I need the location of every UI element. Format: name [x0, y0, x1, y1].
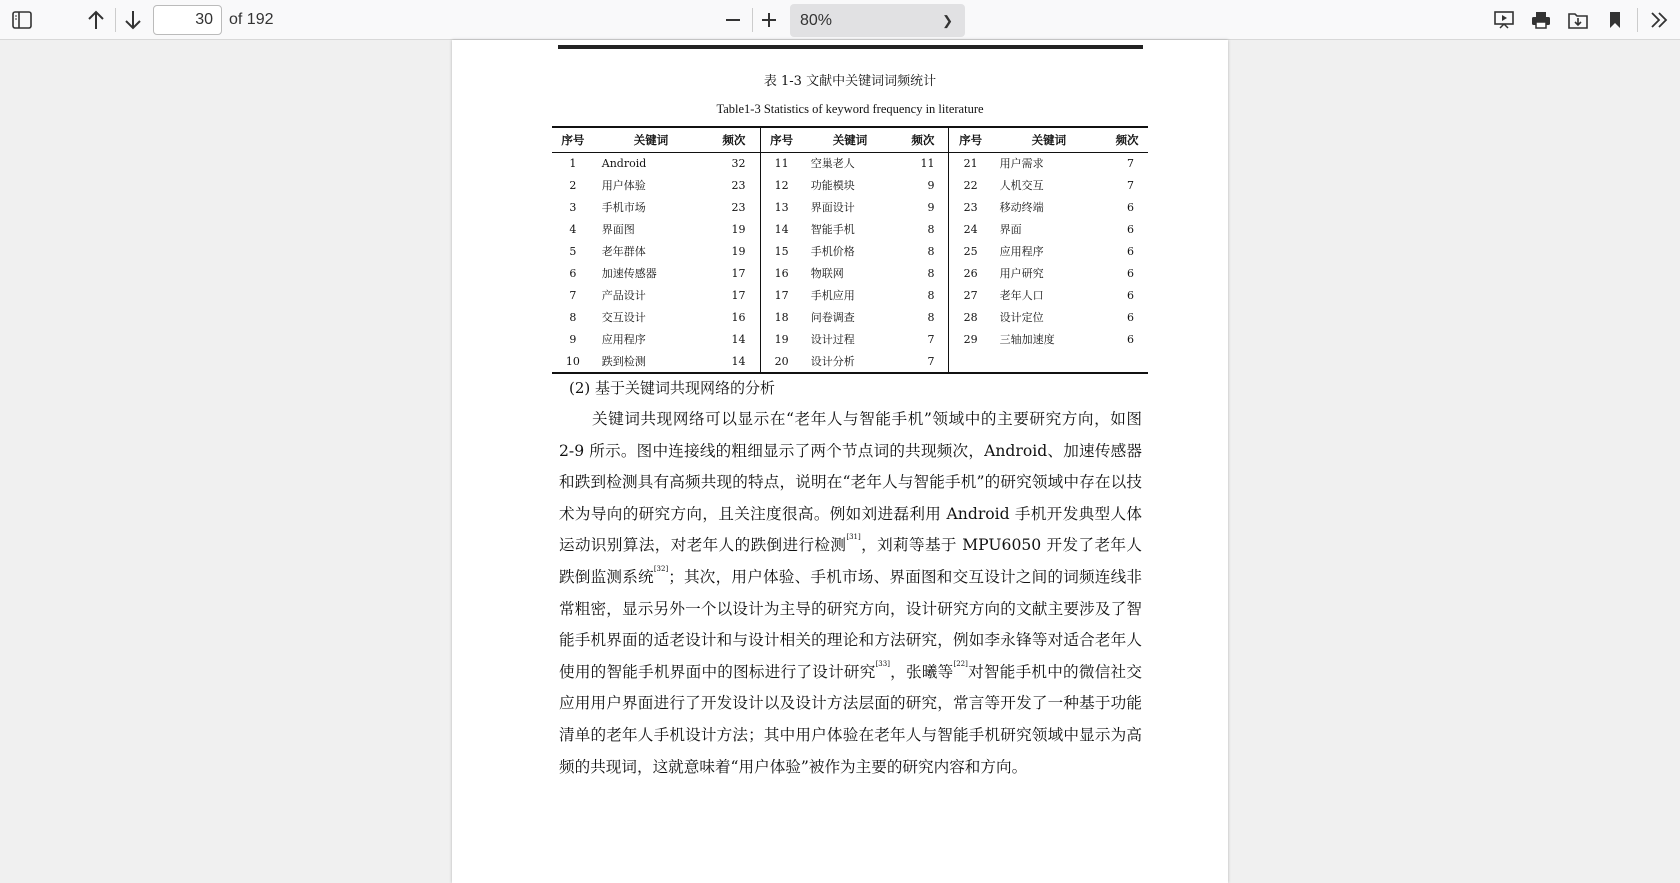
row-number: 24: [949, 218, 992, 240]
frequency: 11: [920, 156, 935, 170]
frequency: 19: [731, 222, 746, 236]
keyword: 智能手机: [810, 223, 855, 236]
frequency: 6: [1127, 222, 1134, 236]
row-number: 22: [949, 174, 992, 196]
keyword: 人机交互: [999, 179, 1044, 192]
keyword: 三轴加速度: [999, 333, 1055, 346]
keyword: 功能模块: [810, 179, 855, 192]
column-header: 频次: [708, 128, 760, 152]
keyword: 设计过程: [810, 333, 855, 346]
frequency: 6: [1127, 266, 1134, 280]
frequency: 7: [1127, 178, 1134, 192]
keyword: 移动终端: [999, 201, 1044, 214]
table-row: [552, 284, 1148, 306]
frequency: 8: [927, 288, 935, 302]
page-total-label: of 192: [229, 11, 274, 28]
next-page-icon[interactable]: [119, 6, 147, 34]
zoom-select[interactable]: [790, 4, 965, 37]
row-number: 20: [760, 350, 803, 372]
table-row: [552, 306, 1148, 328]
row-number: 6: [569, 266, 577, 280]
column-header: 序号: [552, 128, 594, 152]
keyword: 产品设计: [601, 289, 646, 302]
frequency: 32: [731, 156, 746, 170]
row-number: 7: [569, 288, 577, 302]
keyword: 加速传感器: [601, 267, 657, 280]
keyword: 设计定位: [999, 311, 1044, 324]
column-header: 关键词: [803, 128, 897, 152]
row-number: 4: [569, 222, 577, 236]
row-number: 26: [949, 262, 992, 284]
keyword: 用户需求: [999, 157, 1044, 171]
frequency: 9: [927, 200, 935, 214]
zoom-out-icon[interactable]: [719, 6, 747, 34]
keyword: 应用程序: [999, 245, 1044, 258]
column-header: 关键词: [992, 128, 1106, 152]
frequency: 14: [731, 354, 746, 368]
frequency: 8: [927, 244, 935, 258]
page-number-input[interactable]: 30: [153, 5, 222, 35]
frequency: 17: [731, 288, 746, 302]
paragraph-text: ；其次，用户体验、手机市场、界面图和交互设计之间的词频连线非常粗密，显示另外一个以设计为主导的研究方向，设计研究方向的文献主要涉及了智能手机界面的适老设计和与设计相关的理论和方法研究，例如李永锋等对适合老年人使用的智能手机界面中的图标进行了设计研究: [559, 567, 1142, 681]
keyword: 跌到检测: [601, 355, 646, 368]
table-caption-en: Table1-3 Statistics of keyword frequency in literature: [716, 102, 984, 116]
keyword: 老年群体: [601, 245, 646, 258]
row-number: 25: [949, 240, 992, 262]
column-header: 关键词: [594, 128, 708, 152]
row-number: 14: [760, 218, 803, 240]
citation: [22]: [953, 659, 968, 668]
column-header: 序号: [760, 128, 803, 152]
divider: [1637, 8, 1638, 32]
frequency: 6: [1127, 200, 1134, 214]
frequency: 8: [927, 266, 935, 280]
frequency: 23: [731, 178, 746, 192]
keyword: 界面设计: [810, 201, 855, 214]
table-row: [552, 218, 1148, 240]
paragraph-text: 关键词共现网络可以显示在“老年人与智能手机”领域中的主要研究方向，如图 2-9 所示。图中连接线的粗细显示了两个节点词的共现频次，Android、加速传感器和跌到检测具有高频共现的特点，说明在“老年人与智能手机”的研究领域中存在以技术为导向的研究方向，且关注度很高。例如刘进磊利用 Android 手机开发典型人体运动识别算法，对老年人的跌倒进行检测: [559, 410, 1142, 555]
row-number: 3: [569, 200, 577, 214]
frequency: 7: [1127, 156, 1134, 170]
keyword: 应用程序: [601, 333, 646, 346]
row-number: 8: [569, 310, 577, 324]
keyword: 手机应用: [810, 289, 855, 302]
frequency: 8: [927, 222, 935, 236]
pdf-toolbar: [0, 0, 1680, 40]
table-row: [552, 350, 1148, 372]
frequency: 17: [731, 266, 746, 280]
row-number: 1: [569, 156, 577, 170]
divider: [115, 8, 116, 32]
zoom-value: 80%: [800, 12, 833, 29]
frequency: 6: [1127, 288, 1134, 302]
keyword: 手机价格: [810, 245, 855, 258]
citation: [31]: [846, 533, 861, 542]
table-row: [552, 262, 1148, 284]
frequency: 6: [1127, 244, 1134, 258]
frequency: 6: [1127, 332, 1134, 346]
frequency: 16: [731, 310, 746, 324]
row-number: 29: [949, 328, 992, 350]
save-icon[interactable]: [1564, 6, 1592, 34]
keyword: 用户体验: [601, 179, 646, 192]
frequency: 9: [927, 178, 935, 192]
frequency: 7: [927, 332, 935, 346]
keyword: 问卷调查: [810, 311, 855, 324]
row-number: 15: [760, 240, 803, 262]
row-number: 27: [949, 284, 992, 306]
frequency: 19: [731, 244, 746, 258]
keyword: [992, 350, 1106, 372]
divider: [752, 8, 753, 32]
citation: [33]: [875, 659, 890, 668]
column-header: 序号: [949, 128, 992, 152]
table-row: [552, 196, 1148, 218]
citation: [32]: [653, 564, 669, 573]
keyword: 交互设计: [601, 311, 646, 324]
row-number: 16: [760, 262, 803, 284]
pdf-page: [452, 40, 1228, 883]
row-number: 11: [760, 152, 803, 174]
row-number: 9: [569, 332, 577, 346]
column-header: 频次: [897, 128, 949, 152]
keyword: 界面: [999, 223, 1022, 236]
previous-table-bottom-rule: [558, 45, 1143, 49]
table-row: [552, 328, 1148, 350]
row-number: 17: [760, 284, 803, 306]
keyword: 界面图: [601, 223, 635, 236]
section-subheading: (2) 基于关键词共现网络的分析: [569, 379, 776, 397]
keyword: 设计分析: [810, 355, 855, 368]
frequency: 14: [731, 332, 746, 346]
keyword-frequency-table: [552, 126, 1148, 374]
keyword: 手机市场: [601, 201, 646, 214]
sidebar-toggle-icon[interactable]: [8, 6, 36, 34]
row-number: 5: [569, 244, 577, 258]
paragraph-text: ，刘莉等基于 MPU6050 开发了老年人跌倒监测系统: [559, 536, 1142, 586]
table-row: [552, 152, 1148, 174]
body-paragraph: [559, 404, 1142, 783]
paragraph-text: ，张曦等: [889, 662, 954, 681]
row-number: 23: [949, 196, 992, 218]
table-row: [552, 240, 1148, 262]
row-number: 12: [760, 174, 803, 196]
frequency: 7: [927, 354, 935, 368]
frequency: [1106, 350, 1148, 372]
row-number: 13: [760, 196, 803, 218]
bookmark-icon[interactable]: [1601, 6, 1629, 34]
paragraph-text: 对智能手机中的微信社交应用用户界面进行了开发设计以及设计方法层面的研究，常言等开发了一种基于功能清单的老年人手机设计方法；其中用户体验在老年人与智能手机研究领域中显示为高频的共现词，这就意味着“用户体验”被作为主要的研究内容和方向。: [559, 662, 1142, 776]
frequency: 23: [731, 200, 746, 214]
zoom-in-icon[interactable]: [755, 6, 783, 34]
keyword: 用户研究: [999, 267, 1044, 280]
column-header: 频次: [1106, 128, 1148, 152]
frequency: 8: [927, 310, 935, 324]
row-number: 21: [949, 152, 992, 174]
keyword: Android: [601, 156, 647, 170]
table-header-row: [552, 128, 1148, 152]
row-number: 10: [565, 354, 580, 368]
more-tools-icon[interactable]: [1645, 6, 1673, 34]
keyword: 物联网: [810, 267, 844, 280]
row-number: 18: [760, 306, 803, 328]
row-number: 28: [949, 306, 992, 328]
print-icon[interactable]: [1527, 6, 1555, 34]
table-row: [552, 174, 1148, 196]
row-number: [949, 350, 992, 372]
row-number: 2: [569, 178, 577, 192]
table-caption-cn: 表 1-3 文献中关键词词频统计: [763, 74, 937, 89]
frequency: 6: [1127, 310, 1134, 324]
presentation-mode-icon[interactable]: [1490, 6, 1518, 34]
keyword: 空巢老人: [810, 157, 855, 171]
chevron-down-icon: ❯: [942, 13, 953, 28]
keyword: 老年人口: [999, 289, 1044, 302]
previous-page-icon[interactable]: [82, 6, 110, 34]
row-number: 19: [760, 328, 803, 350]
